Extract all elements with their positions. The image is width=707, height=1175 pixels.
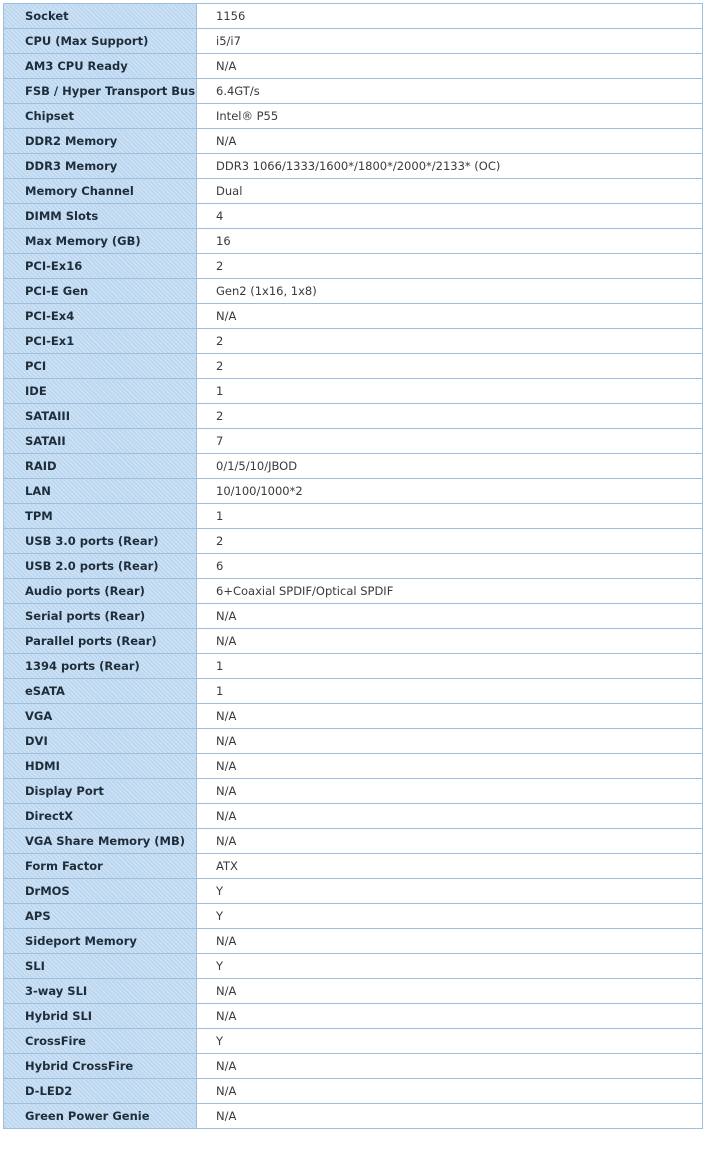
spec-label: CPU (Max Support) (4, 29, 197, 54)
spec-value: 1156 (197, 4, 703, 29)
spec-label: SATAIII (4, 404, 197, 429)
spec-label: Serial ports (Rear) (4, 604, 197, 629)
spec-value: 7 (197, 429, 703, 454)
spec-row (4, 229, 703, 254)
spec-value: N/A (197, 54, 703, 79)
spec-row (4, 679, 703, 704)
spec-row (4, 179, 703, 204)
spec-label: PCI-Ex4 (4, 304, 197, 329)
spec-row (4, 79, 703, 104)
spec-row (4, 204, 703, 229)
spec-value: N/A (197, 604, 703, 629)
spec-label: Max Memory (GB) (4, 229, 197, 254)
spec-label: Socket (4, 4, 197, 29)
spec-label: APS (4, 904, 197, 929)
spec-label: PCI-E Gen (4, 279, 197, 304)
spec-label: PCI (4, 354, 197, 379)
spec-label: Form Factor (4, 854, 197, 879)
spec-label: RAID (4, 454, 197, 479)
spec-row (4, 904, 703, 929)
spec-row (4, 704, 703, 729)
spec-label: HDMI (4, 754, 197, 779)
spec-value: 1 (197, 504, 703, 529)
spec-row (4, 529, 703, 554)
spec-table-body (4, 4, 703, 1129)
spec-row (4, 429, 703, 454)
spec-row (4, 404, 703, 429)
spec-value: i5/i7 (197, 29, 703, 54)
spec-value: 1 (197, 654, 703, 679)
spec-row (4, 779, 703, 804)
spec-label: Green Power Genie (4, 1104, 197, 1129)
spec-value: Gen2 (1x16, 1x8) (197, 279, 703, 304)
spec-value: N/A (197, 829, 703, 854)
spec-label: USB 2.0 ports (Rear) (4, 554, 197, 579)
spec-value: N/A (197, 1054, 703, 1079)
spec-label: SLI (4, 954, 197, 979)
spec-value: 2 (197, 529, 703, 554)
spec-row (4, 129, 703, 154)
spec-row (4, 879, 703, 904)
spec-label: SATAII (4, 429, 197, 454)
spec-value: 6.4GT/s (197, 79, 703, 104)
spec-value: 10/100/1000*2 (197, 479, 703, 504)
spec-value: N/A (197, 979, 703, 1004)
spec-row (4, 554, 703, 579)
spec-label: DDR3 Memory (4, 154, 197, 179)
spec-label: PCI-Ex1 (4, 329, 197, 354)
spec-row (4, 254, 703, 279)
spec-row (4, 104, 703, 129)
spec-row (4, 629, 703, 654)
spec-label: Memory Channel (4, 179, 197, 204)
spec-value: DDR3 1066/1333/1600*/1800*/2000*/2133* (OC) (197, 154, 703, 179)
spec-row (4, 1054, 703, 1079)
spec-value: N/A (197, 704, 703, 729)
spec-value: Intel® P55 (197, 104, 703, 129)
spec-row (4, 854, 703, 879)
spec-label: IDE (4, 379, 197, 404)
spec-row (4, 654, 703, 679)
spec-label: eSATA (4, 679, 197, 704)
spec-label: Hybrid CrossFire (4, 1054, 197, 1079)
spec-label: Chipset (4, 104, 197, 129)
spec-row (4, 979, 703, 1004)
spec-label: 1394 ports (Rear) (4, 654, 197, 679)
spec-row (4, 579, 703, 604)
spec-value: 1 (197, 379, 703, 404)
spec-label: DIMM Slots (4, 204, 197, 229)
spec-row (4, 1104, 703, 1129)
spec-value: N/A (197, 629, 703, 654)
spec-value: N/A (197, 729, 703, 754)
spec-value: 2 (197, 404, 703, 429)
spec-row (4, 354, 703, 379)
spec-row (4, 804, 703, 829)
spec-row (4, 1029, 703, 1054)
spec-label: Parallel ports (Rear) (4, 629, 197, 654)
spec-value: 4 (197, 204, 703, 229)
spec-row (4, 504, 703, 529)
spec-label: TPM (4, 504, 197, 529)
spec-row (4, 29, 703, 54)
spec-label: DDR2 Memory (4, 129, 197, 154)
spec-row (4, 729, 703, 754)
spec-value: Dual (197, 179, 703, 204)
spec-row (4, 754, 703, 779)
spec-value: N/A (197, 129, 703, 154)
spec-table (3, 3, 703, 1129)
spec-value: N/A (197, 929, 703, 954)
spec-value: 2 (197, 254, 703, 279)
spec-value: 6+Coaxial SPDIF/Optical SPDIF (197, 579, 703, 604)
spec-row (4, 304, 703, 329)
spec-value: 2 (197, 329, 703, 354)
spec-label: VGA Share Memory (MB) (4, 829, 197, 854)
spec-value: Y (197, 879, 703, 904)
spec-row (4, 329, 703, 354)
spec-value: N/A (197, 754, 703, 779)
spec-label: 3-way SLI (4, 979, 197, 1004)
spec-value: 6 (197, 554, 703, 579)
spec-value: Y (197, 954, 703, 979)
spec-row (4, 829, 703, 854)
spec-label: DrMOS (4, 879, 197, 904)
spec-value: N/A (197, 304, 703, 329)
spec-row (4, 1079, 703, 1104)
spec-label: AM3 CPU Ready (4, 54, 197, 79)
spec-value: 16 (197, 229, 703, 254)
spec-row (4, 479, 703, 504)
spec-row (4, 604, 703, 629)
spec-label: DVI (4, 729, 197, 754)
spec-row (4, 1004, 703, 1029)
spec-label: Hybrid SLI (4, 1004, 197, 1029)
spec-value: Y (197, 904, 703, 929)
spec-value: Y (197, 1029, 703, 1054)
spec-value: 2 (197, 354, 703, 379)
spec-value: N/A (197, 1104, 703, 1129)
spec-label: Sideport Memory (4, 929, 197, 954)
spec-label: PCI-Ex16 (4, 254, 197, 279)
spec-value: N/A (197, 804, 703, 829)
spec-value: N/A (197, 1079, 703, 1104)
spec-row (4, 279, 703, 304)
spec-value: 1 (197, 679, 703, 704)
spec-label: CrossFire (4, 1029, 197, 1054)
spec-value: N/A (197, 1004, 703, 1029)
spec-row (4, 154, 703, 179)
spec-label: USB 3.0 ports (Rear) (4, 529, 197, 554)
spec-row (4, 379, 703, 404)
spec-label: Display Port (4, 779, 197, 804)
spec-label: Audio ports (Rear) (4, 579, 197, 604)
spec-row (4, 929, 703, 954)
spec-value: 0/1/5/10/JBOD (197, 454, 703, 479)
spec-label: LAN (4, 479, 197, 504)
spec-row (4, 954, 703, 979)
spec-row (4, 454, 703, 479)
spec-row (4, 4, 703, 29)
spec-label: FSB / Hyper Transport Bus (4, 79, 197, 104)
spec-value: ATX (197, 854, 703, 879)
spec-label: DirectX (4, 804, 197, 829)
spec-label: D-LED2 (4, 1079, 197, 1104)
spec-value: N/A (197, 779, 703, 804)
spec-row (4, 54, 703, 79)
spec-label: VGA (4, 704, 197, 729)
